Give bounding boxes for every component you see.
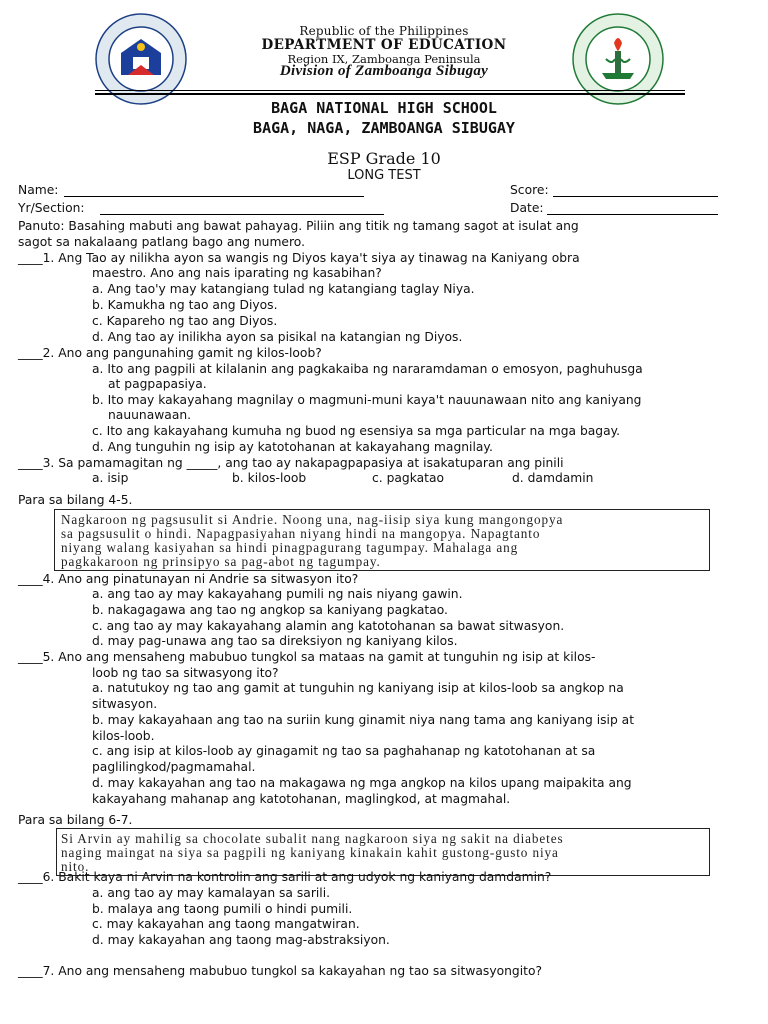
name-label: Name: xyxy=(18,183,59,197)
passage-label: Para sa bilang 4-5. xyxy=(18,493,133,507)
choice: b. kilos-loob xyxy=(232,471,307,485)
choice-cont: at pagpapasiya. xyxy=(108,377,207,391)
section-field[interactable] xyxy=(100,203,384,215)
choice: b. Ito may kakayahang magnilay o magmuni-muni kaya't nauunawaan nito ang kaniyang xyxy=(92,393,642,407)
question-6: ____6. Bakit kaya ni Arvin na kontrolin ang sarili at ang udyok ng kaniyang damdamin? xyxy=(18,870,552,884)
choice-cont: kilos-loob. xyxy=(92,729,155,743)
header-rule-bottom xyxy=(95,93,685,95)
choice: a. ang tao ay may kakayahang pumili ng nais niyang gawin. xyxy=(92,587,463,601)
department-heading: DEPARTMENT OF EDUCATION xyxy=(261,37,507,53)
question-4: ____4. Ano ang pinatunayan ni Andrie sa sitwasyon ito? xyxy=(18,572,359,586)
instructions-line: sagot sa nakalaang patlang bago ang numero. xyxy=(18,235,305,249)
passage-line: sa pagsusulit o hindi. Napagpasiyahan niyang hindi na mangopya. Napagtanto xyxy=(61,526,541,541)
choice-cont: kakayahang mahanap ang katotohanan, maglingkod, at magmahal. xyxy=(92,792,511,806)
test-subject: ESP Grade 10 xyxy=(327,149,441,168)
passage-line: naging maingat na siya sa pagpili ng kaniyang kinakain kahit gustong-gusto niya xyxy=(61,845,559,860)
question-1: ____1. Ang Tao ay nilikha ayon sa wangis ng Diyos kaya't siya ay tinawag na Kaniyang obra xyxy=(18,251,580,265)
passage-box-arvin xyxy=(56,828,710,876)
school-address: BAGA, NAGA, ZAMBOANGA SIBUGAY xyxy=(253,119,515,137)
passage-line: Nagkaroon ng pagsusulit si Andrie. Noong una, nag-iisip siya kung mangongopya xyxy=(61,512,564,527)
choice: a. natutukoy ng tao ang gamit at tunguhin ng kaniyang isip at kilos-loob sa angkop na xyxy=(92,681,624,695)
passage-box-andrie xyxy=(54,509,710,571)
passage-line: Si Arvin ay mahilig sa chocolate subalit nang nagkaroon siya ng sakit na diabetes xyxy=(61,831,564,846)
question-5: ____5. Ano ang mensaheng mabubuo tungkol sa mataas na gamit at tunguhin ng isip at kilos- xyxy=(18,650,596,664)
question-7: ____7. Ano ang mensaheng mabubuo tungkol sa kakayahan ng tao sa sitwasyongito? xyxy=(18,964,543,978)
header-rule-top xyxy=(95,90,685,91)
passage-line: nito. xyxy=(61,859,90,874)
choice: a. ang tao ay may kamalayan sa sarili. xyxy=(92,886,331,900)
choice: d. Ang tunguhin ng isip ay katotohanan at kakayahang magnilay. xyxy=(92,440,493,454)
passage-label: Para sa bilang 6-7. xyxy=(18,813,133,827)
section-label: Yr/Section: xyxy=(18,201,85,215)
division-heading: Division of Zamboanga Sibugay xyxy=(279,63,489,79)
choice: b. malaya ang taong pumili o hindi pumili. xyxy=(92,902,353,916)
choice: b. nakagagawa ang tao ng angkop sa kaniyang pagkatao. xyxy=(92,603,448,617)
question-3: ____3. Sa pamamagitan ng _____, ang tao ay nakapagpapasiya at isakatuparan ang pinili xyxy=(18,456,564,470)
republic-heading: Republic of the Philippines xyxy=(299,24,469,38)
choice: b. may kakayahaan ang tao na suriin kung ginamit niya nang tama ang kaniyang isip at xyxy=(92,713,635,727)
choice-cont: nauunawaan. xyxy=(108,408,192,422)
choice: d. may kakayahan ang taong mag-abstraksiyon. xyxy=(92,933,390,947)
question-1-cont: maestro. Ano ang nais iparating ng kasabihan? xyxy=(92,266,382,280)
question-5-cont: loob ng tao sa sitwasyong ito? xyxy=(92,666,279,680)
choice: d. damdamin xyxy=(512,471,594,485)
passage-line: niyang walang kasiyahan sa hindi pinagpagurang tagumpay. Mahalaga ang xyxy=(61,540,519,555)
question-2: ____2. Ano ang pangunahing gamit ng kilos-loob? xyxy=(18,346,322,360)
choice: a. Ang tao'y may katangiang tulad ng katangiang taglay Niya. xyxy=(92,282,475,296)
choice: c. may kakayahan ang taong mangatwiran. xyxy=(92,917,360,931)
name-field[interactable] xyxy=(64,185,364,197)
choice: a. isip xyxy=(92,471,129,485)
choice: c. ang tao ay may kakayahang alamin ang katotohanan sa bawat sitwasyon. xyxy=(92,619,565,633)
choice: a. Ito ang pagpili at kilalanin ang pagkakaiba ng nararamdaman o emosyon, paghuhusga xyxy=(92,362,643,376)
choice-cont: sitwasyon. xyxy=(92,697,158,711)
choice: d. Ang tao ay inilikha ayon sa pisikal na katangian ng Diyos. xyxy=(92,330,463,344)
score-field[interactable] xyxy=(553,185,718,197)
choice: c. pagkatao xyxy=(372,471,445,485)
choice: c. Kapareho ng tao ang Diyos. xyxy=(92,314,278,328)
choice-cont: paglilingkod/pagmamahal. xyxy=(92,760,256,774)
passage-line: pagkakaroon ng prinsipyo sa pag-abot ng tagumpay. xyxy=(61,554,381,569)
choice: d. may pag-unawa ang tao sa direksiyon ng kaniyang kilos. xyxy=(92,634,458,648)
score-label: Score: xyxy=(510,183,549,197)
region-heading: Region IX, Zamboanga Peninsula xyxy=(287,52,481,66)
school-name: BAGA NATIONAL HIGH SCHOOL xyxy=(271,99,497,117)
date-label: Date: xyxy=(510,201,544,215)
choice: c. ang isip at kilos-loob ay ginagamit ng tao sa paghahanap ng katotohanan at sa xyxy=(92,744,596,758)
choice: d. may kakayahan ang tao na makagawa ng mga angkop na kilos upang maipakita ang xyxy=(92,776,632,790)
date-field[interactable] xyxy=(547,203,718,215)
instructions-line: Panuto: Basahing mabuti ang bawat pahayag. Piliin ang titik ng tamang sagot at isulat ang xyxy=(18,219,579,233)
choice: c. Ito ang kakayahang kumuha ng buod ng esensiya sa mga particular na mga bagay. xyxy=(92,424,621,438)
test-type: LONG TEST xyxy=(347,168,421,183)
choice: b. Kamukha ng tao ang Diyos. xyxy=(92,298,278,312)
